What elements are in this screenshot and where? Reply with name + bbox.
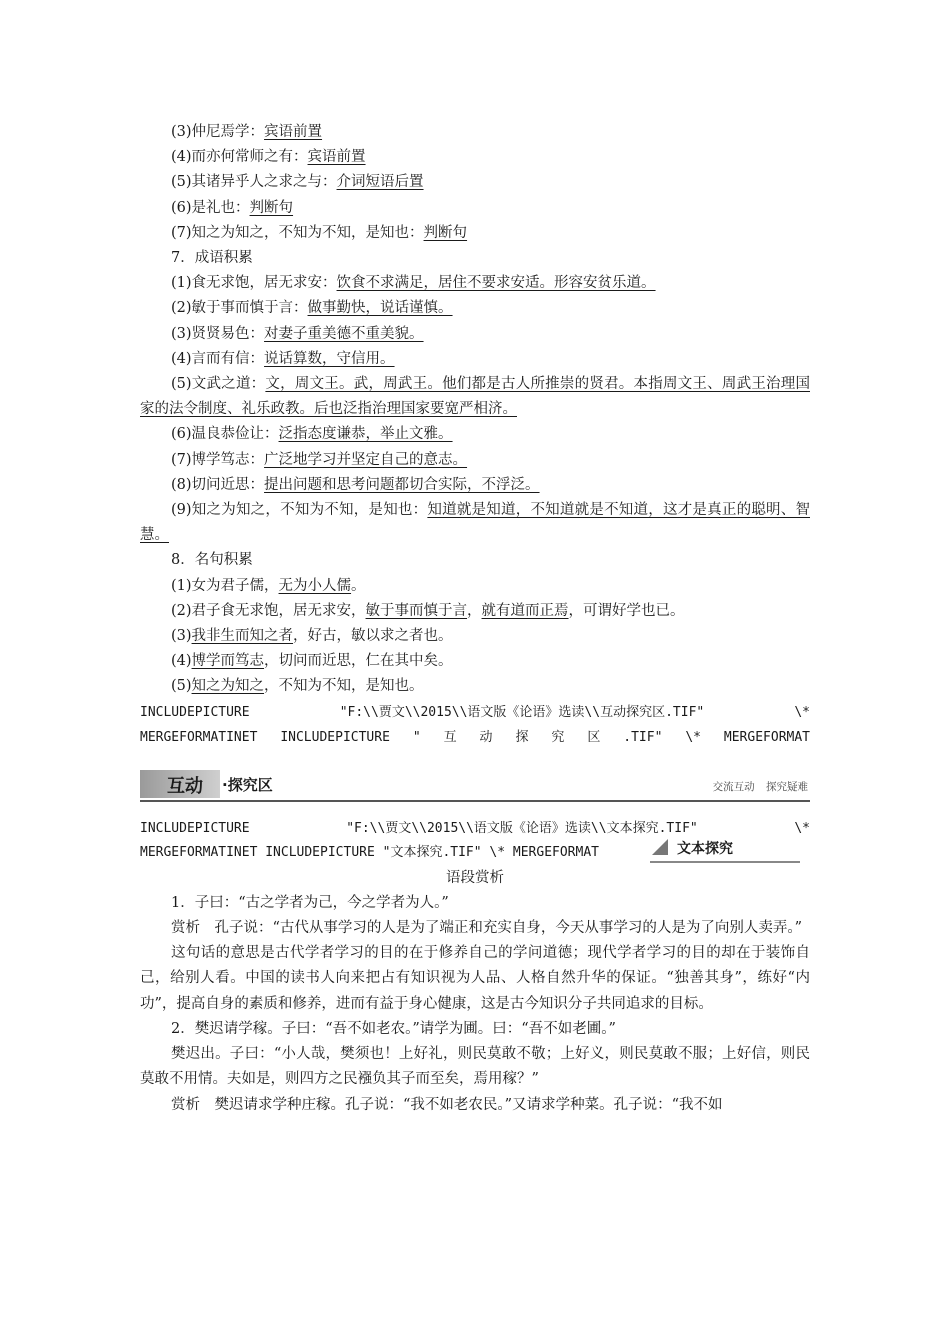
section-banner	[140, 770, 810, 802]
idiom-item: (2)敏于事而慎于言：做事勤快，说话谨慎。	[171, 300, 453, 317]
field-code-block	[140, 700, 810, 750]
grammar-item: (3)仲尼焉学：宾语前置	[171, 124, 323, 140]
grammar-item: (5)其诸异乎人之求之与：介词短语后置	[171, 174, 424, 191]
paragraph: 1．子曰：“古之学者为己，今之学者为人。”	[171, 894, 449, 911]
triangle-icon	[652, 839, 668, 855]
grammar-item: (7)知之为知之，不知为不知，是知也：判断句	[171, 224, 468, 241]
quote-section	[140, 548, 810, 699]
grammar-item: (6)是礼也：判断句	[171, 199, 294, 216]
banner-subtitle: ·探究区	[222, 775, 273, 794]
analysis-section	[140, 891, 810, 1118]
idiom-item: (1)食无求饱，居无求安：饮食不求满足，居住不要求安适。形容安贫乐道。	[171, 275, 656, 292]
paragraph: 赏析 孔子说：“古代从事学习的人是为了端正和充实自身，今天从事学习的人是为了向别人卖弄。”	[171, 920, 803, 937]
banner-caption: 交流互动 探究疑难	[712, 780, 808, 793]
document-page	[140, 120, 810, 1118]
quote-item: (3)我非生而知之者，好古，敏以求之者也。	[171, 628, 453, 645]
idiom-item: (9)知之为知之，不知为不知，是知也：知道就是知道，不知道就是不知道，这才是真正的聪明、智慧。	[140, 502, 810, 544]
section-heading: 8．名句积累	[171, 552, 253, 569]
field-code-line: MERGEFORMATINET INCLUDEPICTURE "文本探究.TIF" \* MERGEFORMAT 文本探究	[140, 841, 810, 866]
paragraph: 樊迟出。子曰：“小人哉，樊须也！上好礼，则民莫敢不敬；上好义，则民莫敢不服；上好信，则民莫敢不用情。夫如是，则四方之民襁负其子而至矣，焉用稼？”	[140, 1046, 810, 1088]
grammar-item: (4)而亦何常师之有：宾语前置	[171, 149, 366, 166]
idiom-item: (4)言而有信：说话算数，守信用。	[171, 350, 395, 367]
paragraph: 赏析 樊迟请求学种庄稼。孔子说：“我不如老农民。”又请求学种菜。孔子说：“我不如	[171, 1096, 723, 1113]
idiom-item: (6)温良恭俭让：泛指态度谦恭，举止文雅。	[171, 426, 453, 443]
section-title: 语段赏析	[446, 869, 504, 886]
idiom-item: (3)贤贤易色：对妻子重美德不重美貌。	[171, 325, 424, 342]
quote-item: (4)博学而笃志，切问而近思，仁在其中矣。	[171, 653, 453, 670]
grammar-list	[140, 120, 810, 246]
field-code-line: INCLUDEPICTURE "F:\\贾文\\2015\\语文版《论语》选读\\互动探究区.TIF" \*	[140, 704, 810, 720]
idiom-item: (5)文武之道：文，周文王。武，周武王。他们都是古人所推崇的贤君。本指周文王、周武王治理国家的法令制度、礼乐政教。后也泛指治理国家要宽严相济。	[140, 376, 810, 418]
text-exploration-tag: 文本探究	[650, 835, 800, 863]
idiom-section	[140, 246, 810, 548]
field-code-line: INCLUDEPICTURE "F:\\贾文\\2015\\语文版《论语》选读\\文本探究.TIF" \*	[140, 820, 810, 836]
paragraph: 2．樊迟请学稼。子曰：“吾不如老农。”请学为圃。曰：“吾不如老圃。”	[171, 1020, 616, 1037]
quote-item: (5)知之为知之，不知为不知，是知也。	[171, 678, 424, 695]
idiom-item: (7)博学笃志：广泛地学习并坚定自己的意志。	[171, 451, 468, 468]
paragraph: 这句话的意思是古代学者学习的目的在于修养自己的学问道德；现代学者学习的目的却在于装饰自己，给别人看。中国的读书人向来把占有知识视为人品、人格自然升华的保证。“独善其身”，练好“内功”，提高自身的素质和修养，进而有益于身心健康，这是古今知识分子共同追求的目标。	[140, 945, 810, 1012]
field-code-line: MERGEFORMATINET INCLUDEPICTURE " 互 动 探 究 区 .TIF" \* MERGEFORMAT	[140, 729, 810, 745]
idiom-item: (8)切问近思：提出问题和思考问题都切合实际，不浮泛。	[171, 476, 540, 493]
quote-item: (1)女为君子儒，无为小人儒。	[171, 577, 366, 594]
quote-item: (2)君子食无求饱，居无求安，敏于事而慎于言，就有道而正焉，可谓好学也已。	[171, 602, 685, 619]
section-heading: 7．成语积累	[171, 250, 253, 267]
banner-title: 互动	[167, 775, 203, 797]
field-code-block	[140, 816, 810, 866]
